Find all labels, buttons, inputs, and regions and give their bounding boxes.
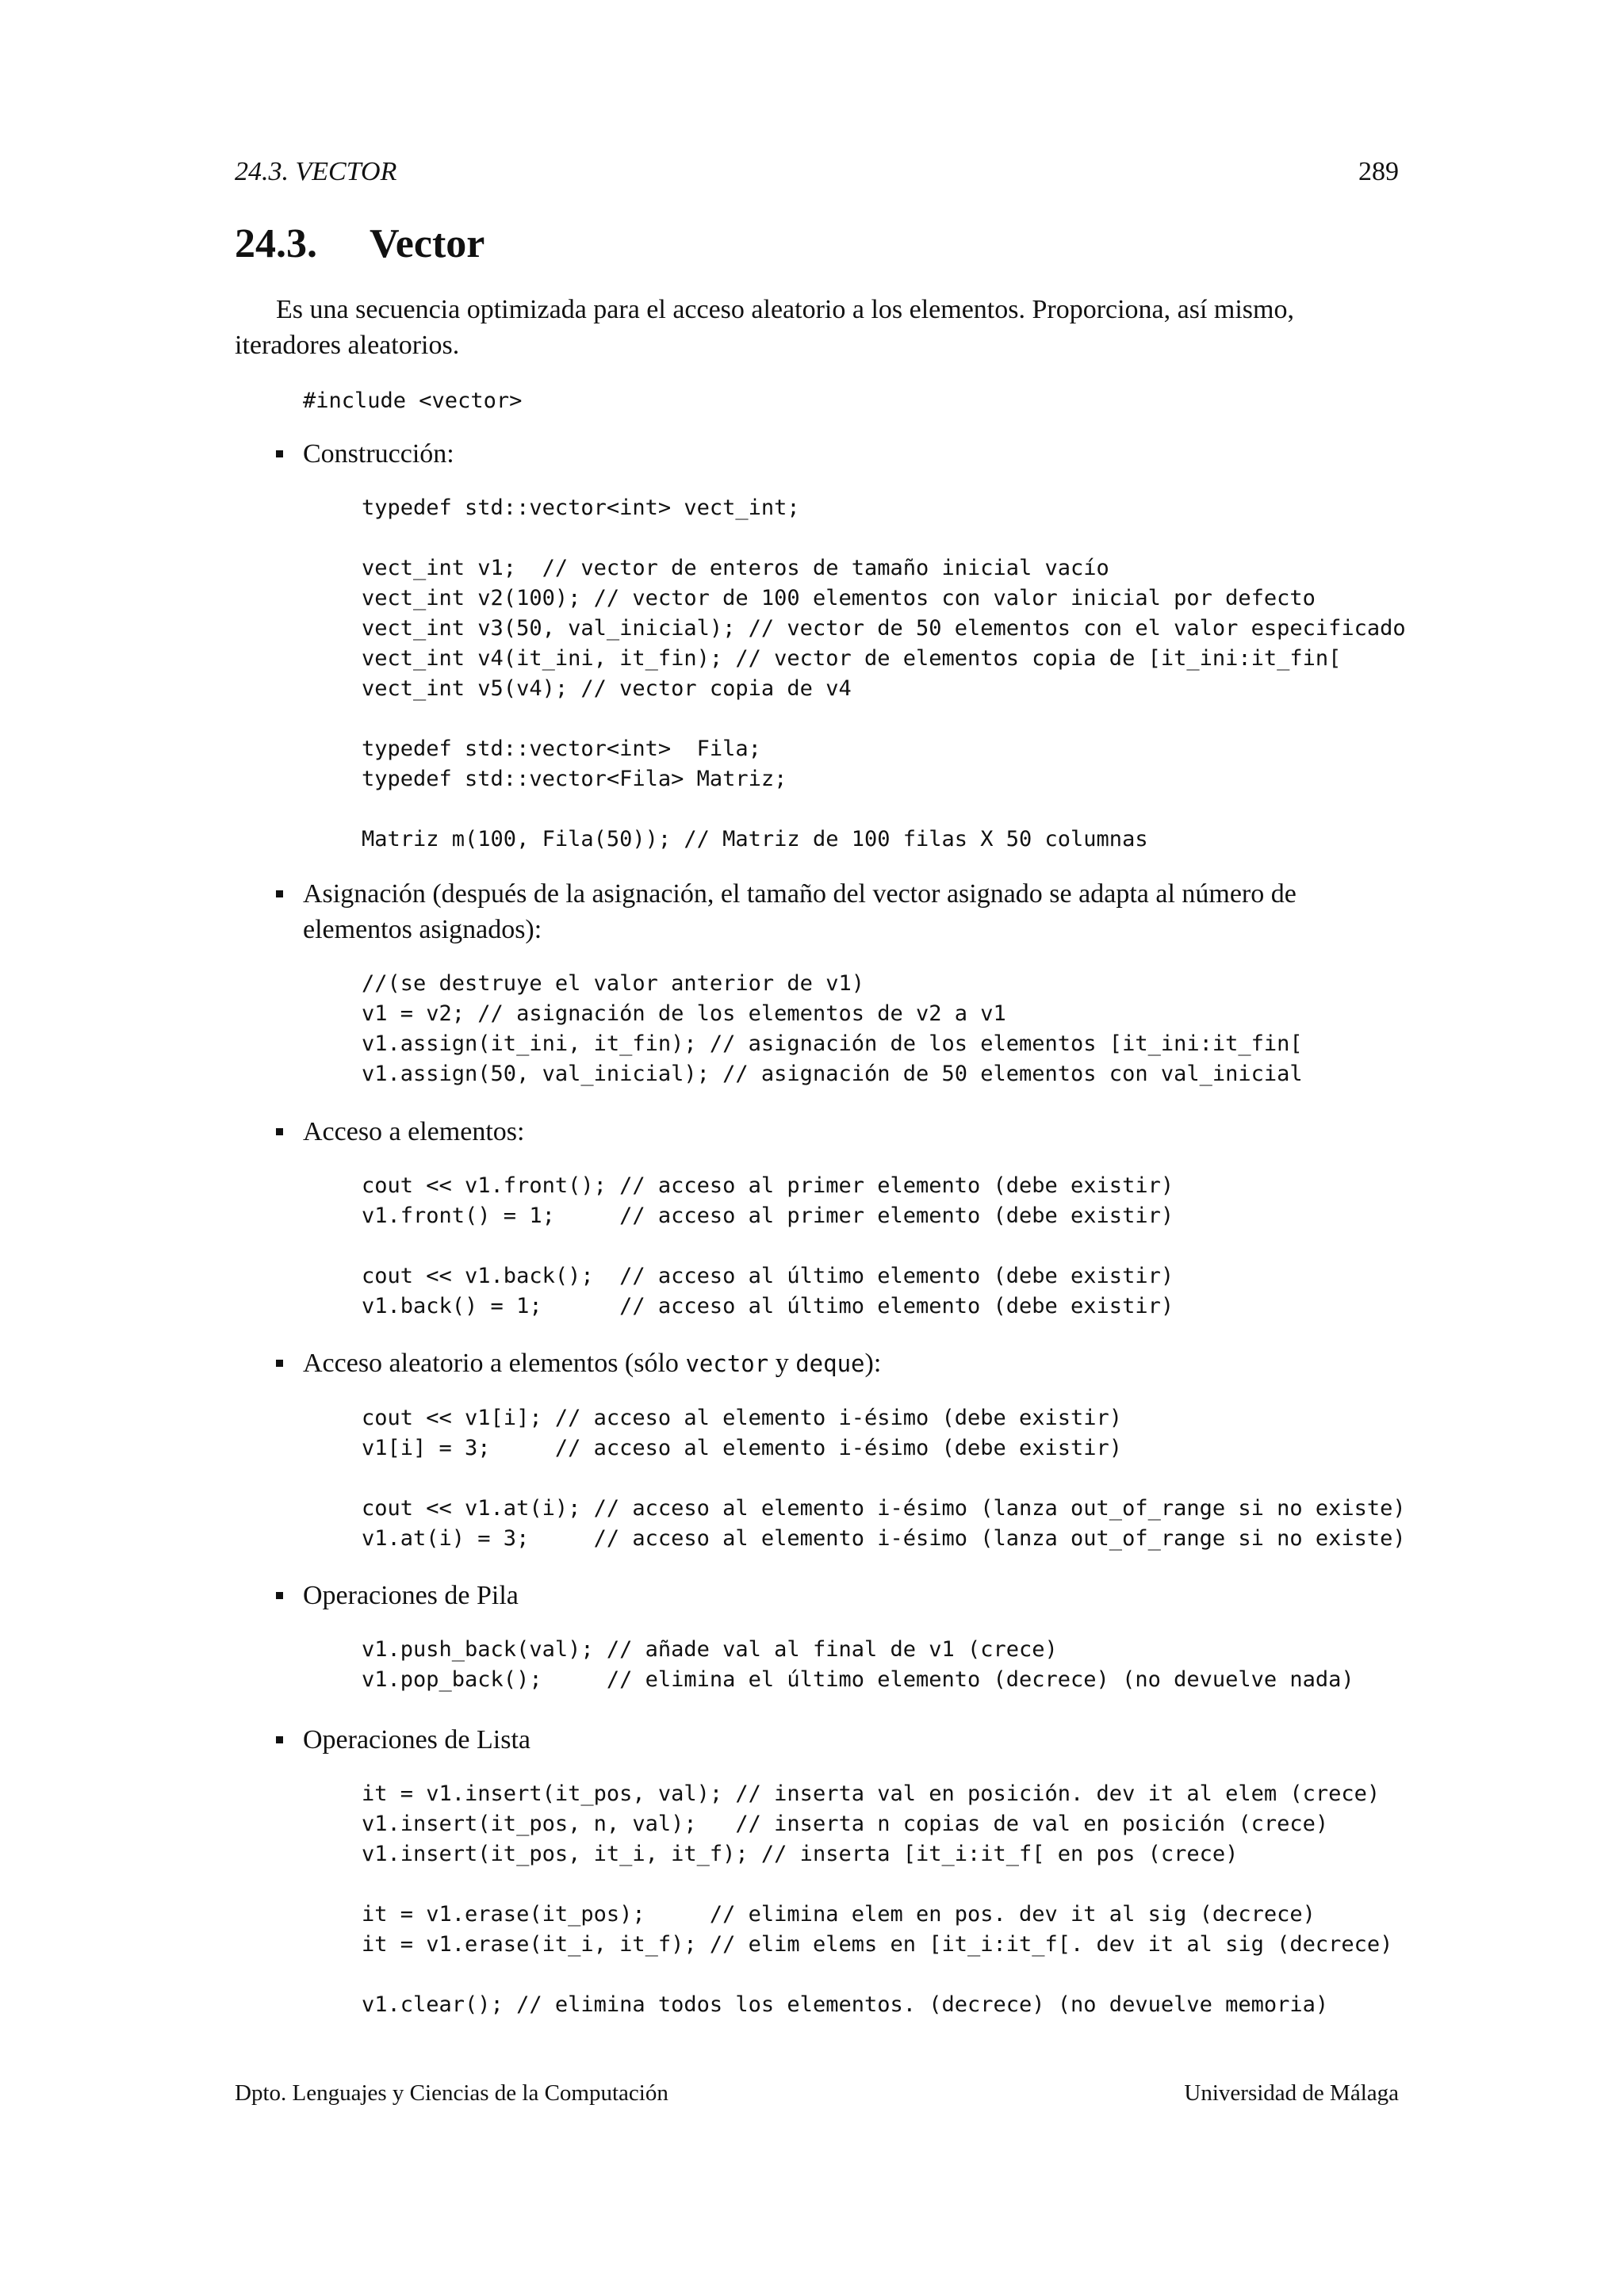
bullet-icon [276, 450, 283, 457]
page-number: 289 [1358, 157, 1399, 186]
list-item-lista [235, 1722, 1408, 2020]
bullet-icon [276, 890, 283, 897]
bullet-icon [276, 1128, 283, 1135]
running-title: 24.3. VECTOR [235, 157, 397, 186]
item-label: Construcción: [303, 439, 454, 469]
code-block: cout << v1[i]; // acceso al elemento i-ésimo (debe existir) v1[i] = 3; // acceso al elemento i-ésimo (debe existir) cout << v1.at(i); // acceso al elemento i-ésimo (lanza out_of_range si no existe) v1.at(i) = 3; // acceso al elemento i-ésimo (lanza out_of_range si no existe) [362, 1406, 1406, 1551]
label-text: Acceso aleatorio a elementos (sólo [303, 1349, 686, 1378]
code-block: cout << v1.front(); // acceso al primer elemento (debe existir) v1.front() = 1; // acceso al primer elemento (debe existir) cout << v1.back(); // acceso al último elemento (debe existir) v1.back() = 1; // acceso al último elemento (debe existir) [362, 1173, 1174, 1318]
item-label [303, 1345, 1408, 1382]
bullet-icon [276, 1592, 283, 1599]
section-heading [235, 220, 485, 267]
item-label: Operaciones de Pila [303, 1581, 519, 1610]
footer-department: Dpto. Lenguajes y Ciencias de la Computación [235, 2080, 668, 2106]
list-item-asignacion [235, 876, 1408, 1089]
bullet-icon [276, 1360, 283, 1367]
footer-university: Universidad de Málaga [1184, 2080, 1399, 2106]
list-item-acceso [235, 1114, 1408, 1322]
running-header [235, 157, 1399, 187]
item-label: Operaciones de Lista [303, 1725, 530, 1755]
item-label: Asignación (después de la asignación, el tamaño del vector asignado se adapta al número de elementos asignados): [303, 879, 1297, 944]
list-item-construccion [235, 436, 1408, 855]
bullet-icon [276, 1736, 283, 1743]
label-text: y [768, 1349, 796, 1378]
intro-paragraph: Es una secuencia optimizada para el acceso aleatorio a los elementos. Proporciona, así mismo, iteradores aleatorios. [235, 295, 1294, 360]
include-directive: #include <vector> [303, 388, 523, 413]
page-footer [235, 2080, 1399, 2107]
section-number: 24.3. [235, 221, 317, 266]
code-block: //(se destruye el valor anterior de v1) v1 = v2; // asignación de los elementos de v2 a v1 v1.assign(it_ini, it_fin); // asignación de los elementos [it_ini:it_fin[ v1.assign(50, val_inicial); // asignación de 50 elementos con val_inicial [362, 971, 1303, 1086]
section-title: Vector [370, 221, 485, 266]
label-code-deque: deque [795, 1350, 865, 1377]
label-code-vector: vector [685, 1350, 769, 1377]
code-block: typedef std::vector<int> vect_int; vect_int v1; // vector de enteros de tamaño inicial vacío vect_int v2(100); // vector de 100 elementos con valor inicial por defecto vect_int v3(50, val_inicial); // vector de 50 elementos con el valor especificado vect_int v4(it_ini, it_fin); // vector de elementos copia de [it_ini:it_fin[ vect_int v5(v4); // vector copia de v4 typedef std::vector<int> Fila; typedef std::vector<Fila> Matriz; Matriz m(100, Fila(50)); // Matriz de 100 filas X 50 columnas [362, 496, 1406, 851]
code-block: it = v1.insert(it_pos, val); // inserta val en posición. dev it al elem (crece) v1.insert(it_pos, n, val); // inserta n copias de val en posición (crece) v1.insert(it_pos, it_i, it_f); // inserta [it_i:it_f[ en pos (crece) it = v1.erase(it_pos); // elimina elem en pos. dev it al sig (decrece) it = v1.erase(it_i, it_f); // elim elems en [it_i:it_f[. dev it al sig (decrece) v1.clear(); // elimina todos los elementos. (decrece) (no devuelve memoria) [362, 1781, 1393, 2017]
list-item-pila [235, 1578, 1408, 1695]
label-text: ): [864, 1349, 882, 1378]
list-item-acceso-aleatorio [235, 1345, 1408, 1554]
code-block: v1.push_back(val); // añade val al final de v1 (crece) v1.pop_back(); // elimina el último elemento (decrece) (no devuelve nada) [362, 1637, 1354, 1692]
item-label: Acceso a elementos: [303, 1117, 525, 1146]
